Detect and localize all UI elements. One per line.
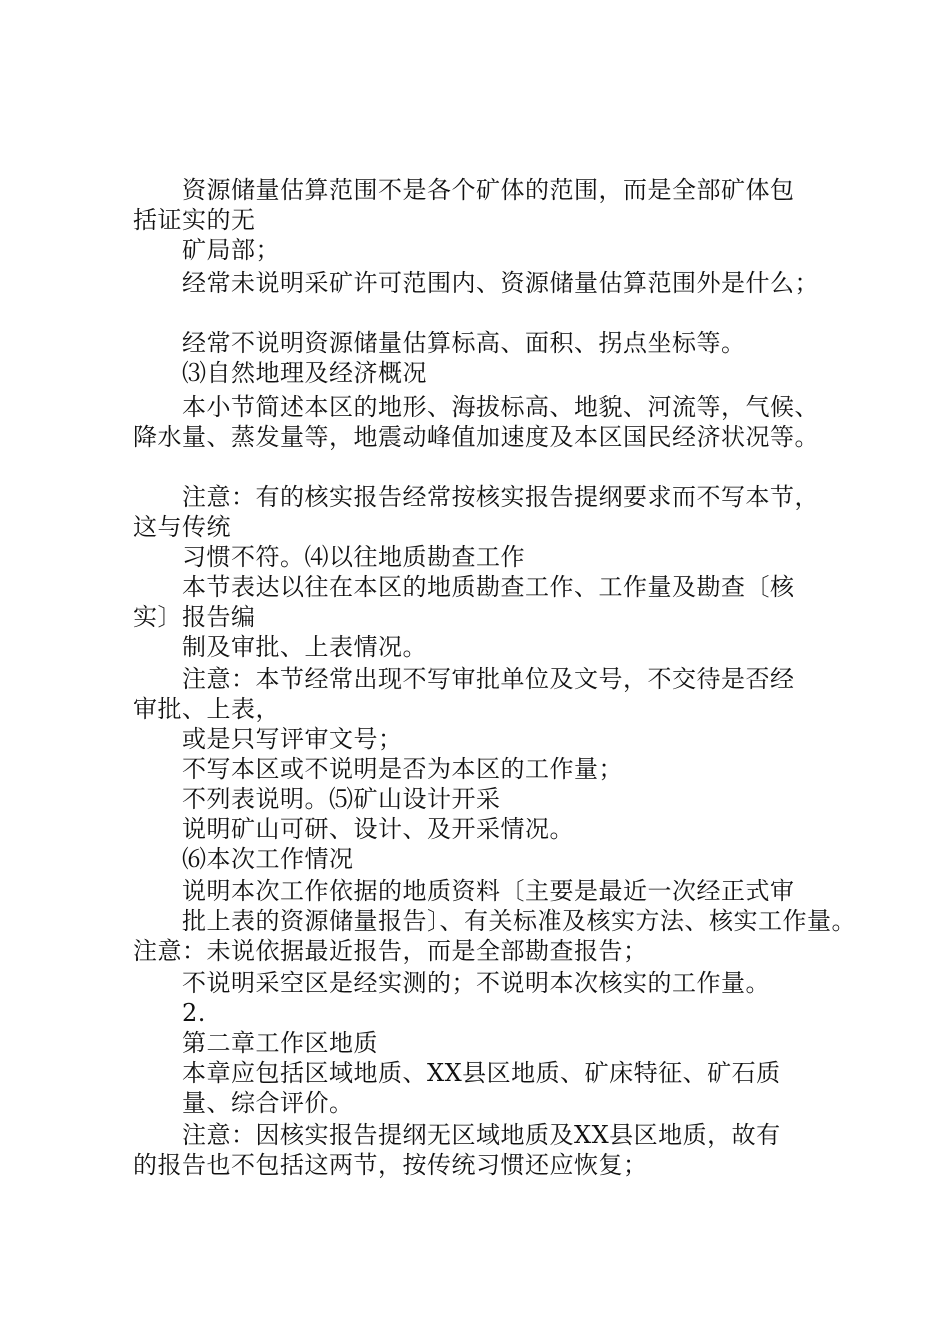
paragraph-line: 矿局部； [182,236,280,264]
section-heading: ⑶自然地理及经济概况 [182,359,427,387]
paragraph-line: 经常未说明采矿许可范围内、资源储量估算范围外是什么； [182,269,819,297]
paragraph-line: 说明矿山可研、设计、及开采情况。 [182,815,574,843]
paragraph-line: 批上表的资源储量报告〕、有关标准及核实方法、核实工作量。 [182,907,856,935]
note-line: 注意：未说依据最近报告，而是全部勘查报告； [133,937,648,965]
paragraph-line: 本小节简述本区的地形、海拔标高、地貌、河流等，气候、 [182,393,819,421]
paragraph-line: 说明本次工作依据的地质资料〔主要是最近一次经正式审 [182,877,795,905]
chapter-heading: 第二章工作区地质 [182,1029,378,1057]
paragraph-line: 本章应包括区域地质、XX县区地质、矿床特征、矿石质 [182,1059,781,1087]
paragraph-line: 实〕报告编 [133,603,256,631]
paragraph-line: 不列表说明。⑸矿山设计开采 [182,785,501,813]
paragraph-line: 不说明采空区是经实测的；不说明本次核实的工作量。 [182,969,770,997]
note-line: 注意：有的核实报告经常按核实报告提纲要求而不写本节， [182,483,819,511]
section-number: 2. [182,999,206,1027]
section-heading: ⑹本次工作情况 [182,845,354,873]
note-line: 审批、上表， [133,695,280,723]
paragraph-line: 不写本区或不说明是否为本区的工作量； [182,755,623,783]
paragraph-line: 量、综合评价。 [182,1089,354,1117]
paragraph-line: 制及审批、上表情况。 [182,633,427,661]
paragraph-line: 习惯不符。⑷以往地质勘查工作 [182,543,525,571]
paragraph-line: 或是只写评审文号； [182,725,403,753]
paragraph-line: 括证实的无 [133,206,256,234]
note-line: 的报告也不包括这两节，按传统习惯还应恢复； [133,1151,648,1179]
note-line: 注意：因核实报告提纲无区域地质及XX县区地质，故有 [182,1121,781,1149]
paragraph-line: 本节表达以往在本区的地质勘查工作、工作量及勘查〔核 [182,573,795,601]
paragraph-line: 资源储量估算范围不是各个矿体的范围，而是全部矿体包 [182,176,795,204]
note-line: 注意：本节经常出现不写审批单位及文号，不交待是否经 [182,665,795,693]
paragraph-line: 降水量、蒸发量等，地震动峰值加速度及本区国民经济状况等。 [133,423,819,451]
paragraph-line: 经常不说明资源储量估算标高、面积、拐点坐标等。 [182,329,746,357]
note-line: 这与传统 [133,513,231,541]
